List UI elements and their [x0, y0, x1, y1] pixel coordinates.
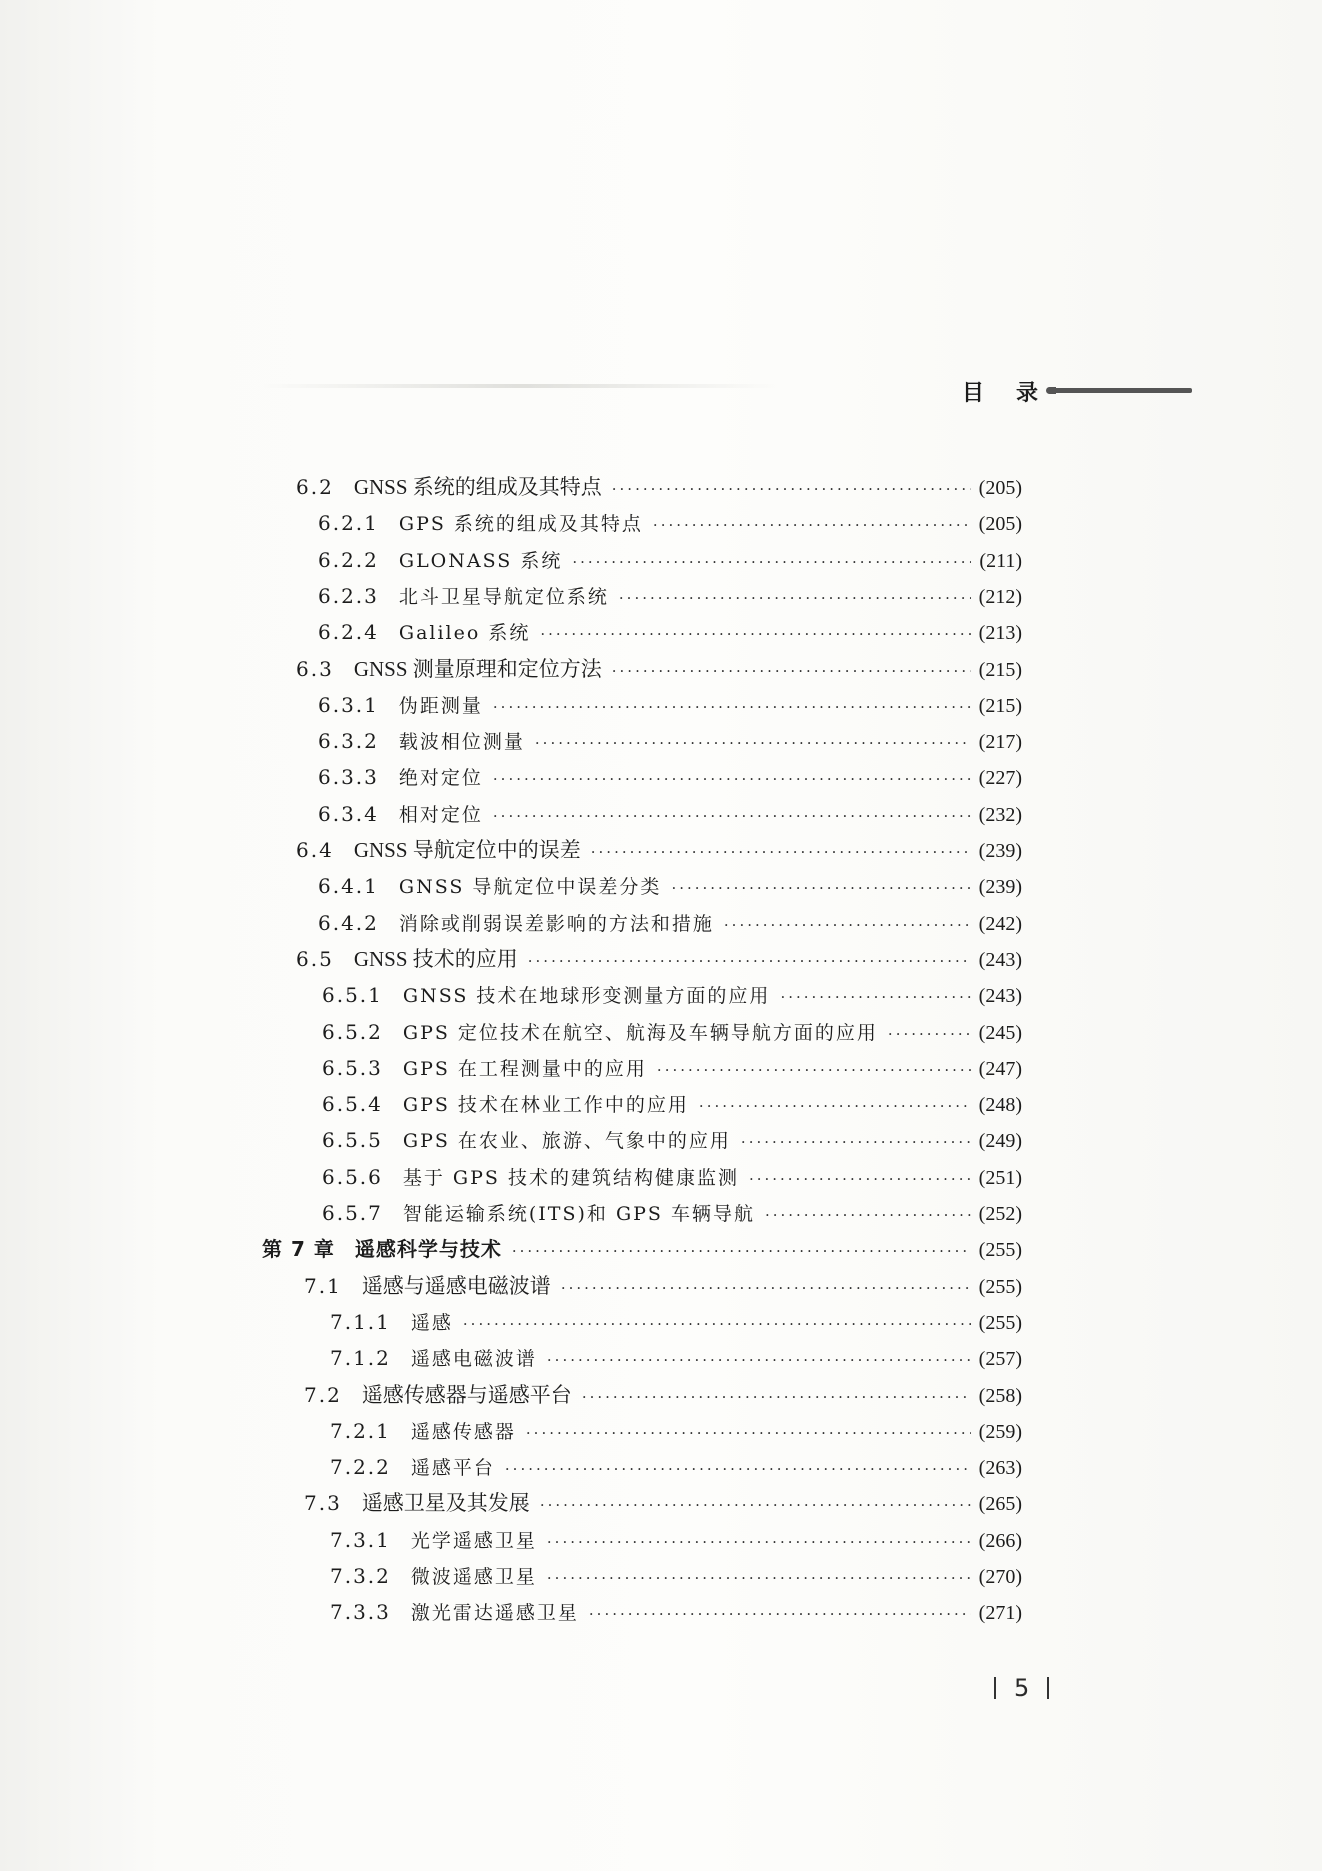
toc-leader-dots	[591, 835, 971, 869]
toc-entry-page: (205)	[978, 513, 1022, 536]
toc-entry-number: 6.2.1	[318, 511, 379, 536]
toc-entry-title: 遥感电磁波谱	[410, 1348, 537, 1371]
toc-leader-dots	[493, 762, 971, 796]
toc-entry	[318, 869, 1022, 903]
toc-entry-page: (243)	[978, 948, 1022, 971]
toc-entry-title: 遥感卫星及其发展	[361, 1491, 530, 1516]
toc-entry-number: 6.5	[296, 946, 334, 971]
toc-entry	[330, 1414, 1022, 1448]
toc-entry-title: GNSS 导航定位中误差分类	[398, 876, 662, 899]
toc-entry-title: GPS 在工程测量中的应用	[402, 1057, 647, 1080]
toc-entry-page: (255)	[978, 1275, 1022, 1298]
toc-entry-page: (211)	[979, 549, 1022, 572]
toc-entry	[318, 906, 1022, 940]
toc-entry	[262, 1232, 1022, 1266]
toc-entry-page: (243)	[978, 985, 1022, 1008]
toc-leader-dots	[619, 581, 971, 615]
toc-entry-page: (247)	[978, 1057, 1022, 1080]
toc-entry-number: 6.5.2	[322, 1019, 383, 1044]
toc-entry	[330, 1523, 1022, 1557]
toc-entry-page: (215)	[978, 658, 1022, 681]
toc-entry-title: Galileo 系统	[398, 622, 531, 645]
toc-entry	[322, 1160, 1022, 1194]
toc-entry-title: 遥感传感器与遥感平台	[361, 1382, 572, 1407]
toc-entry-number: 7.2	[304, 1382, 342, 1407]
toc-entry-number: 6.3.1	[318, 692, 379, 717]
toc-entry-page: (271)	[978, 1602, 1022, 1625]
toc-entry-title: GNSS 测量原理和定位方法	[353, 656, 602, 681]
toc-entry-number: 6.2.3	[318, 583, 379, 608]
toc-leader-dots	[724, 908, 971, 942]
toc-entry-title: 北斗卫星导航定位系统	[398, 585, 609, 608]
toc-leader-dots	[540, 1488, 971, 1522]
toc-leader-dots	[547, 1343, 971, 1377]
toc-entry-number: 6.5.4	[322, 1092, 383, 1117]
toc-entry-page: (263)	[978, 1457, 1022, 1480]
toc-leader-dots	[888, 1017, 971, 1051]
toc-entry-page: (266)	[978, 1529, 1022, 1552]
toc-entry-title: GPS 技术在林业工作中的应用	[402, 1094, 689, 1117]
header-title-right: 录	[1016, 381, 1041, 406]
toc-leader-dots	[535, 726, 971, 760]
toc-entry	[322, 978, 1022, 1012]
header-title-left: 目	[962, 381, 987, 406]
toc-entry-page: (232)	[978, 803, 1022, 826]
toc-entry-title: GNSS 系统的组成及其特点	[353, 475, 602, 499]
toc-entry-number: 6.3.3	[318, 765, 379, 790]
toc-leader-dots	[561, 1271, 971, 1305]
toc-entry-title: 消除或削弱误差影响的方法和措施	[398, 912, 714, 935]
toc-entry	[318, 543, 1022, 577]
toc-entry	[330, 1595, 1022, 1629]
toc-entry-title: 伪距测量	[398, 694, 483, 717]
toc-entry-title: 微波遥感卫星	[410, 1566, 537, 1588]
toc-leader-dots	[765, 1198, 971, 1232]
toc-entry	[322, 1015, 1022, 1049]
toc-entry-page: (212)	[978, 585, 1022, 608]
toc-entry-title: 绝对定位	[398, 767, 483, 790]
toc-entry-title: GPS 定位技术在航空、航海及车辆导航方面的应用	[402, 1021, 878, 1044]
toc-leader-dots	[512, 1234, 971, 1268]
toc-entry	[330, 1450, 1022, 1484]
toc-entry-page: (258)	[978, 1384, 1022, 1407]
toc-entry	[322, 1123, 1022, 1157]
toc-entry-number: 6.4	[296, 838, 334, 862]
toc-entry-number: 6.5.5	[322, 1128, 383, 1153]
toc-entry-title: 遥感与遥感电磁波谱	[361, 1273, 551, 1298]
toc-entry-number: 7.3.2	[330, 1564, 391, 1588]
toc-leader-dots	[589, 1597, 971, 1631]
toc-leader-dots	[493, 799, 971, 833]
toc-entry-page: (255)	[978, 1311, 1022, 1334]
toc-entry-title: 智能运输系统(ITS)和 GPS 车辆导航	[402, 1203, 755, 1225]
toc-entry-page: (248)	[978, 1094, 1022, 1117]
toc-leader-dots	[653, 508, 971, 542]
toc-leader-dots	[547, 1525, 971, 1559]
toc-entry-title: GNSS 技术在地球形变测量方面的应用	[402, 985, 771, 1008]
toc-entry-title: 相对定位	[398, 803, 483, 826]
toc-entry	[304, 1269, 1022, 1303]
toc-entry-page: (255)	[978, 1239, 1022, 1262]
toc-entry-page: (251)	[978, 1166, 1022, 1189]
toc-entry-title: 遥感传感器	[410, 1420, 516, 1443]
toc-entry-title: GPS 在农业、旅游、气象中的应用	[402, 1130, 731, 1153]
toc-entry	[322, 1087, 1022, 1121]
toc-leader-dots	[547, 1561, 971, 1595]
toc-entry-number: 7.3.3	[330, 1600, 391, 1625]
toc-leader-dots	[526, 1416, 971, 1450]
toc-entry-number: 7.3.1	[330, 1527, 391, 1552]
toc-entry-page: (245)	[978, 1021, 1022, 1044]
toc-entry	[304, 1486, 1022, 1520]
toc-entry-title: GNSS 技术的应用	[353, 946, 518, 971]
toc-leader-dots	[572, 545, 971, 579]
toc-leader-dots	[699, 1089, 971, 1123]
toc-entry-title: 遥感科学与技术	[354, 1237, 502, 1262]
toc-entry-number: 6.3.2	[318, 729, 379, 754]
toc-entry-title: 载波相位测量	[398, 731, 525, 754]
toc-leader-dots	[540, 617, 970, 651]
toc-entry-title: 基于 GPS 技术的建筑结构健康监测	[402, 1166, 739, 1189]
page-footer	[976, 1674, 1067, 1702]
toc-entry	[330, 1341, 1022, 1375]
toc-entry-page: (265)	[978, 1493, 1022, 1516]
toc-entry	[318, 724, 1022, 758]
toc-entry	[322, 1051, 1022, 1085]
toc-leader-dots	[493, 690, 971, 724]
toc-entry-page: (227)	[978, 767, 1022, 790]
toc-entry-number: 6.2.4	[318, 620, 379, 645]
toc-entry-page: (257)	[978, 1348, 1022, 1371]
toc-entry-number: 6.5.7	[322, 1201, 383, 1225]
toc-leader-dots	[780, 980, 970, 1014]
toc-entry	[296, 942, 1022, 976]
toc-entry-page: (249)	[978, 1130, 1022, 1153]
toc-entry	[318, 579, 1022, 613]
toc-entry	[318, 688, 1022, 722]
toc-entry-number: 6.3	[296, 656, 334, 681]
toc-entry-page: (239)	[978, 840, 1022, 862]
toc-entry	[296, 833, 1022, 867]
toc-entry	[296, 652, 1022, 686]
toc-entry-title: 遥感平台	[410, 1457, 495, 1480]
toc-entry-page: (270)	[978, 1566, 1022, 1588]
footer-left-bar	[994, 1677, 996, 1699]
toc-entry-page: (215)	[978, 694, 1022, 717]
toc-entry-number: 7.1	[304, 1273, 342, 1298]
toc-entry-page: (213)	[978, 622, 1022, 645]
toc-entry-title: 激光雷达遥感卫星	[410, 1602, 579, 1625]
toc-entry-number: 6.4.1	[318, 874, 379, 899]
toc-entry-number: 7.2.2	[330, 1455, 391, 1480]
toc-entry	[330, 1305, 1022, 1339]
toc-entry-page: (242)	[978, 912, 1022, 935]
toc-entry-title: 光学遥感卫星	[410, 1529, 537, 1552]
toc-leader-dots	[671, 871, 970, 905]
toc-entry-number: 6.3.4	[318, 801, 379, 826]
toc-entry-number: 7.2.1	[330, 1418, 391, 1443]
toc-entry-page: (259)	[978, 1420, 1022, 1443]
toc-entry-page: (252)	[978, 1203, 1022, 1225]
toc-entry	[318, 760, 1022, 794]
footer-right-bar	[1047, 1677, 1049, 1699]
toc-entry-page: (205)	[978, 477, 1022, 499]
toc-leader-dots	[528, 944, 971, 978]
toc-leader-dots	[612, 472, 971, 506]
toc-entry-number: 7.1.2	[330, 1346, 391, 1371]
toc-entry-title: GLONASS 系统	[398, 549, 563, 572]
toc-leader-dots	[741, 1125, 971, 1159]
toc-entry-number: 6.5.1	[322, 983, 383, 1008]
toc-entry-number: 6.5.6	[322, 1164, 383, 1189]
toc-leader-dots	[582, 1380, 971, 1414]
toc-entry-title: 遥感	[410, 1311, 453, 1334]
toc-entry	[318, 615, 1022, 649]
toc-entry	[304, 1378, 1022, 1412]
toc-entry-number: 6.2.2	[318, 547, 379, 572]
toc-entry-number: 6.2	[296, 475, 334, 499]
toc-leader-dots	[463, 1307, 971, 1341]
toc-entry-number: 7.1.1	[330, 1309, 391, 1334]
toc-entry-page: (217)	[978, 731, 1022, 754]
toc-entry-number: 7.3	[304, 1491, 342, 1516]
toc-entry	[318, 506, 1022, 540]
toc-entry-page: (239)	[978, 876, 1022, 899]
toc-leader-dots	[505, 1452, 971, 1486]
toc-entry	[296, 470, 1022, 504]
toc-entry-number: 6.5.3	[322, 1055, 383, 1080]
toc-leader-dots	[657, 1053, 971, 1087]
toc-leader-dots	[749, 1162, 971, 1196]
toc-entry	[322, 1196, 1022, 1230]
page-number: 5	[1014, 1674, 1030, 1702]
toc-entry-number: 第 7 章	[262, 1237, 335, 1262]
toc-entry-number: 6.4.2	[318, 910, 379, 935]
toc-entry	[318, 797, 1022, 831]
toc-entry-title: GNSS 导航定位中的误差	[353, 838, 581, 862]
toc-entry	[330, 1559, 1022, 1593]
toc-entry-title: GPS 系统的组成及其特点	[398, 513, 643, 536]
toc-leader-dots	[612, 654, 971, 688]
